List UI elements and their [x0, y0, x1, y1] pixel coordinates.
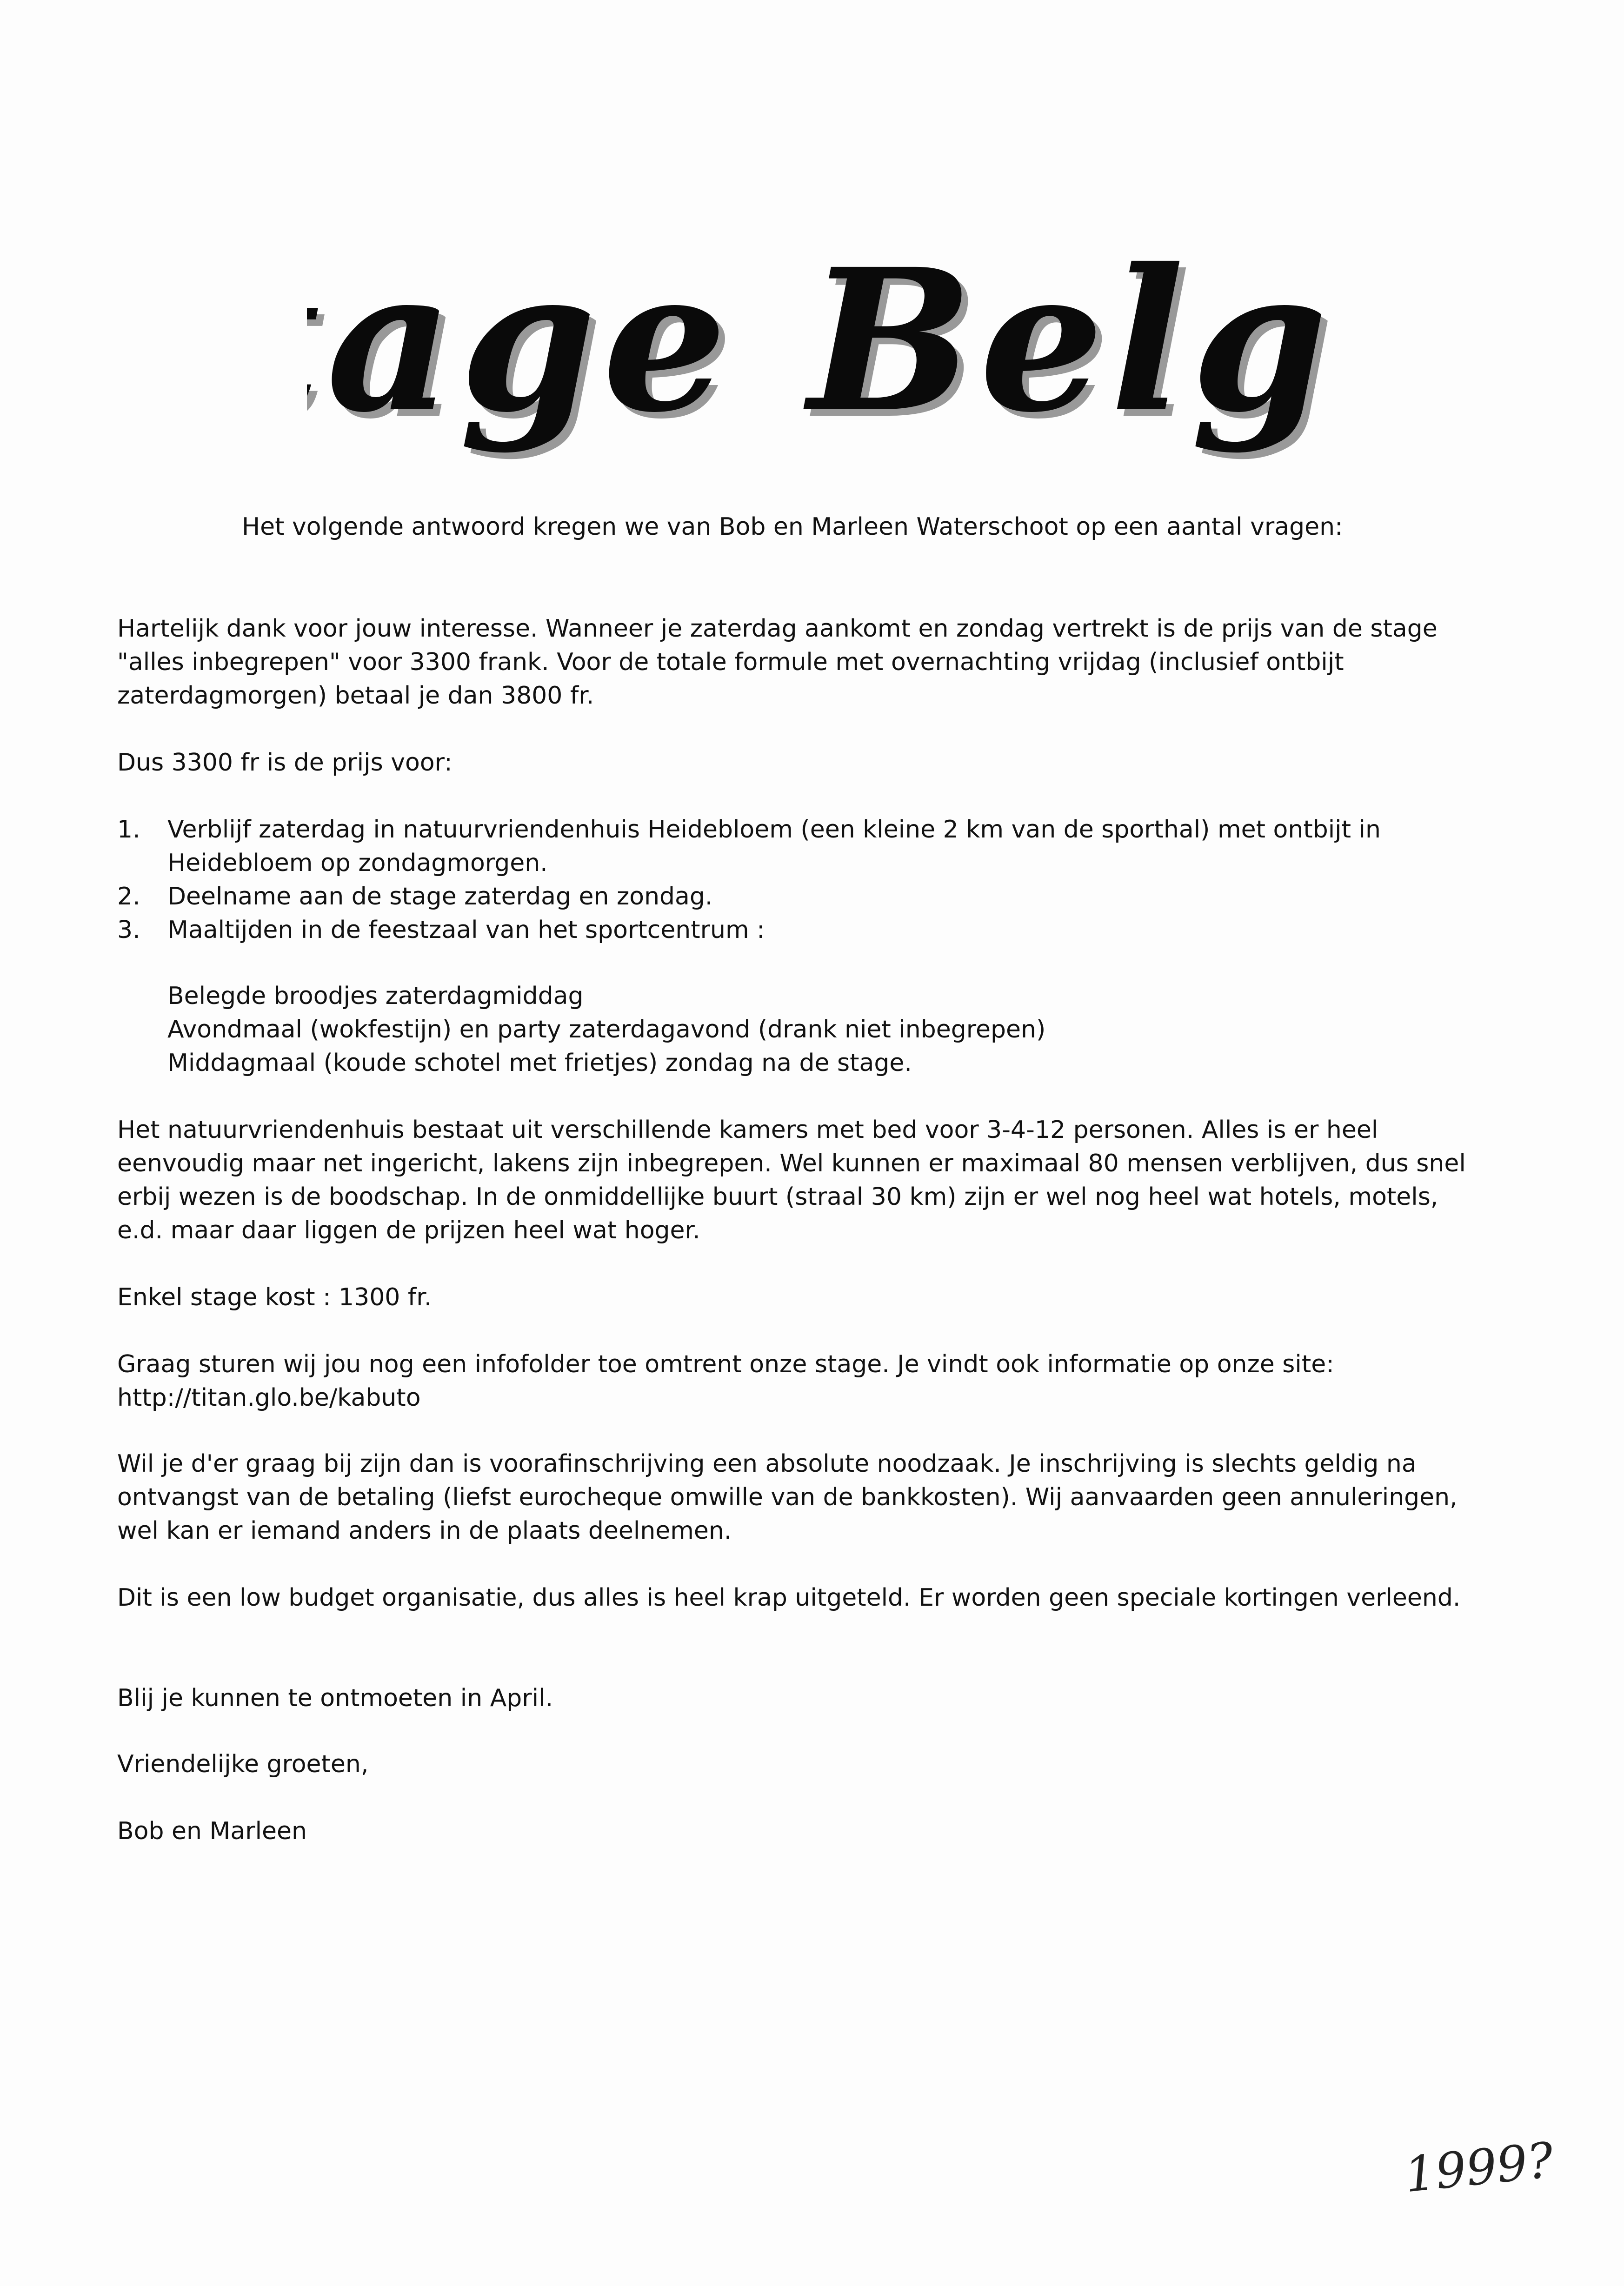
paragraph-stage-only: [117, 1281, 1466, 1314]
paragraph-text: Het natuurvriendenhuis bestaat uit verschillende kamers met bed voor 3-4-12 personen. Alles is er heel eenvoudig maar net ingericht, lakens zijn inbegrepen. Wel kunnen er maximaal 80 mensen verblijven, dus snel erbij wezen is de boodschap. In de onmiddellijke buurt (straal 30 km) zijn er wel nog heel wat hotels, motels, e.d. maar daar liggen de prijzen heel wat hoger.: [117, 1116, 1466, 1244]
page-title: [307, 223, 1330, 484]
paragraph-text: Blij je kunnen te ontmoeten in April.: [117, 1684, 553, 1712]
paragraph-registration: [117, 1447, 1466, 1548]
title-text: age Belg: [326, 226, 1330, 456]
meal-item: Middagmaal (koude schotel met frietjes) zondag na de stage.: [167, 1049, 912, 1077]
list-number: 2.: [117, 883, 140, 910]
meals-list: [167, 979, 1423, 1080]
list-text: Deelname aan de stage zaterdag en zondag.: [167, 883, 713, 910]
website-url: http://titan.glo.be/kabuto: [117, 1384, 421, 1412]
paragraph-budget: [117, 1581, 1466, 1615]
paragraph-price-for: [117, 746, 1466, 779]
paragraph-info: [117, 1348, 1466, 1415]
meal-item: Avondmaal (wokfestijn) en party zaterdagavond (drank niet inbegrepen): [167, 1016, 1046, 1043]
paragraph-text: Bob en Marleen: [117, 1817, 307, 1845]
paragraph-price: [117, 612, 1466, 712]
list-number: 1.: [117, 816, 140, 844]
included-list: [117, 813, 1466, 947]
list-item: [117, 813, 1466, 880]
paragraph-text: Hartelijk dank voor jouw interesse. Wanneer je zaterdag aankomt en zondag vertrekt is de prijs van de stage "alles inbegrepen" voor 3300 frank. Voor de totale formule met overnachting vrijdag (inclusief ontbijt zaterdagmorgen) betaal je dan 3800 fr.: [117, 615, 1438, 710]
signature: [117, 1814, 1466, 1848]
title-graphic: [307, 223, 1330, 484]
title-shadow: age Belg: [333, 233, 1330, 462]
list-text: Verblijf zaterdag in natuurvriendenhuis Heidebloem (een kleine 2 km van de sporthal) met ontbijt in Heidebloem op zondagmorgen.: [167, 816, 1381, 877]
paragraph-text: Graag sturen wij jou nog een infofolder toe omtrent onze stage. Je vindt ook informatie op onze site:: [117, 1350, 1334, 1378]
paragraph-text: Wil je d'er graag bij zijn dan is voorafinschrijving een absolute noodzaak. Je inschrijving is slechts geldig na ontvangst van de betaling (liefst eurocheque omwille van de bankkosten). Wij aanvaarden geen annuleringen, wel kan er iemand anders in de plaats deelnemen.: [117, 1450, 1458, 1545]
intro-text: Het volgende antwoord kregen we van Bob en Marleen Waterschoot op een aantal vragen:: [242, 513, 1343, 541]
meal-item: Belegde broodjes zaterdagmiddag: [167, 982, 584, 1010]
list-item: [117, 913, 1466, 947]
list-number: 3.: [117, 916, 140, 944]
greeting: [117, 1748, 1466, 1781]
paragraph-text: Dus 3300 fr is de prijs voor:: [117, 749, 453, 777]
list-text: Maaltijden in de feestzaal van het sportcentrum :: [167, 916, 765, 944]
paragraph-closing: [117, 1681, 1466, 1715]
paragraph-text: Enkel stage kost : 1300 fr.: [117, 1283, 432, 1311]
handwritten-note: 1999?: [1402, 2131, 1556, 2204]
paragraph-text: Dit is een low budget organisatie, dus alles is heel krap uitgeteld. Er worden geen speciale kortingen verleend.: [117, 1584, 1461, 1612]
paragraph-accommodation: [117, 1113, 1466, 1247]
list-item: [117, 880, 1466, 913]
paragraph-text: Vriendelijke groeten,: [117, 1750, 369, 1778]
